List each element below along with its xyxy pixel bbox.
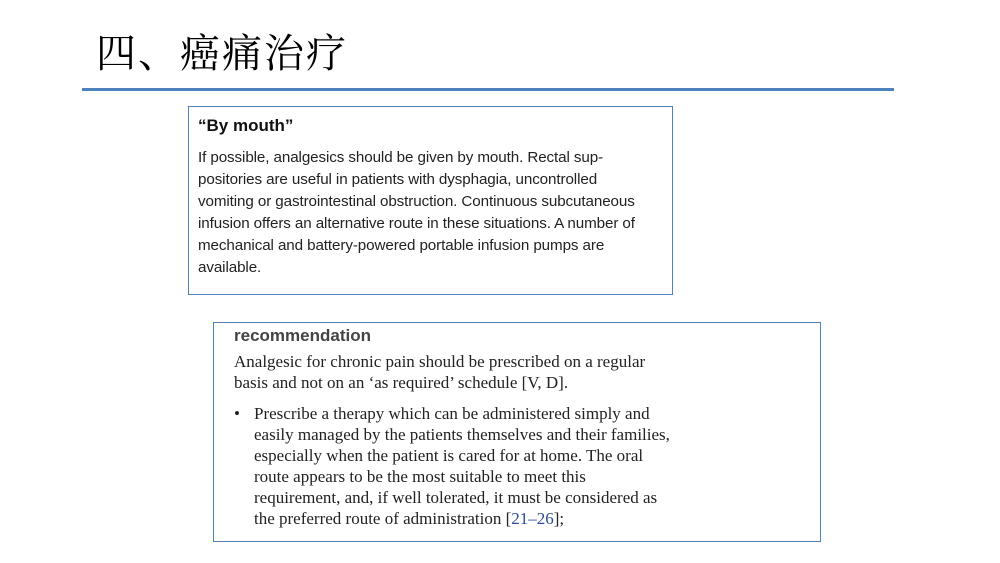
- recommendation-bullet-item: [234, 403, 810, 529]
- recommendation-heading: recommendation: [234, 326, 371, 345]
- title-divider: [82, 88, 894, 91]
- bullet-text-main: Prescribe a therapy which can be administered simply and easily managed by the patients themselves and their families, especially when the patient is cared for at home. The oral route appears to be the most suitable to meet this requirement, and, if well tolerated, it must be considered as the preferred route of administration [: [254, 404, 670, 528]
- recommendation-box: [213, 322, 821, 542]
- citation-link[interactable]: 21–26: [511, 509, 554, 528]
- by-mouth-heading: “By mouth”: [198, 116, 294, 135]
- by-mouth-body: If possible, analgesics should be given by mouth. Rectal sup- positories are useful in patients with dysphagia, uncontrolled vomiting or gastrointestinal obstruction. Continuous subcutaneous infusion offers an alternative route in these situations. A number of mechanical and battery-powered portable infusion pumps are available.: [198, 149, 635, 276]
- slide-title: 四、癌痛治疗: [96, 31, 348, 77]
- recommendation-paragraph: Analgesic for chronic pain should be prescribed on a regular basis and not on an ‘as required’ schedule [V, D].: [234, 352, 646, 392]
- bullet-text: [254, 403, 670, 529]
- bullet-text-end: ];: [553, 509, 565, 528]
- by-mouth-box: [188, 106, 673, 295]
- bullet-icon: •: [234, 404, 240, 423]
